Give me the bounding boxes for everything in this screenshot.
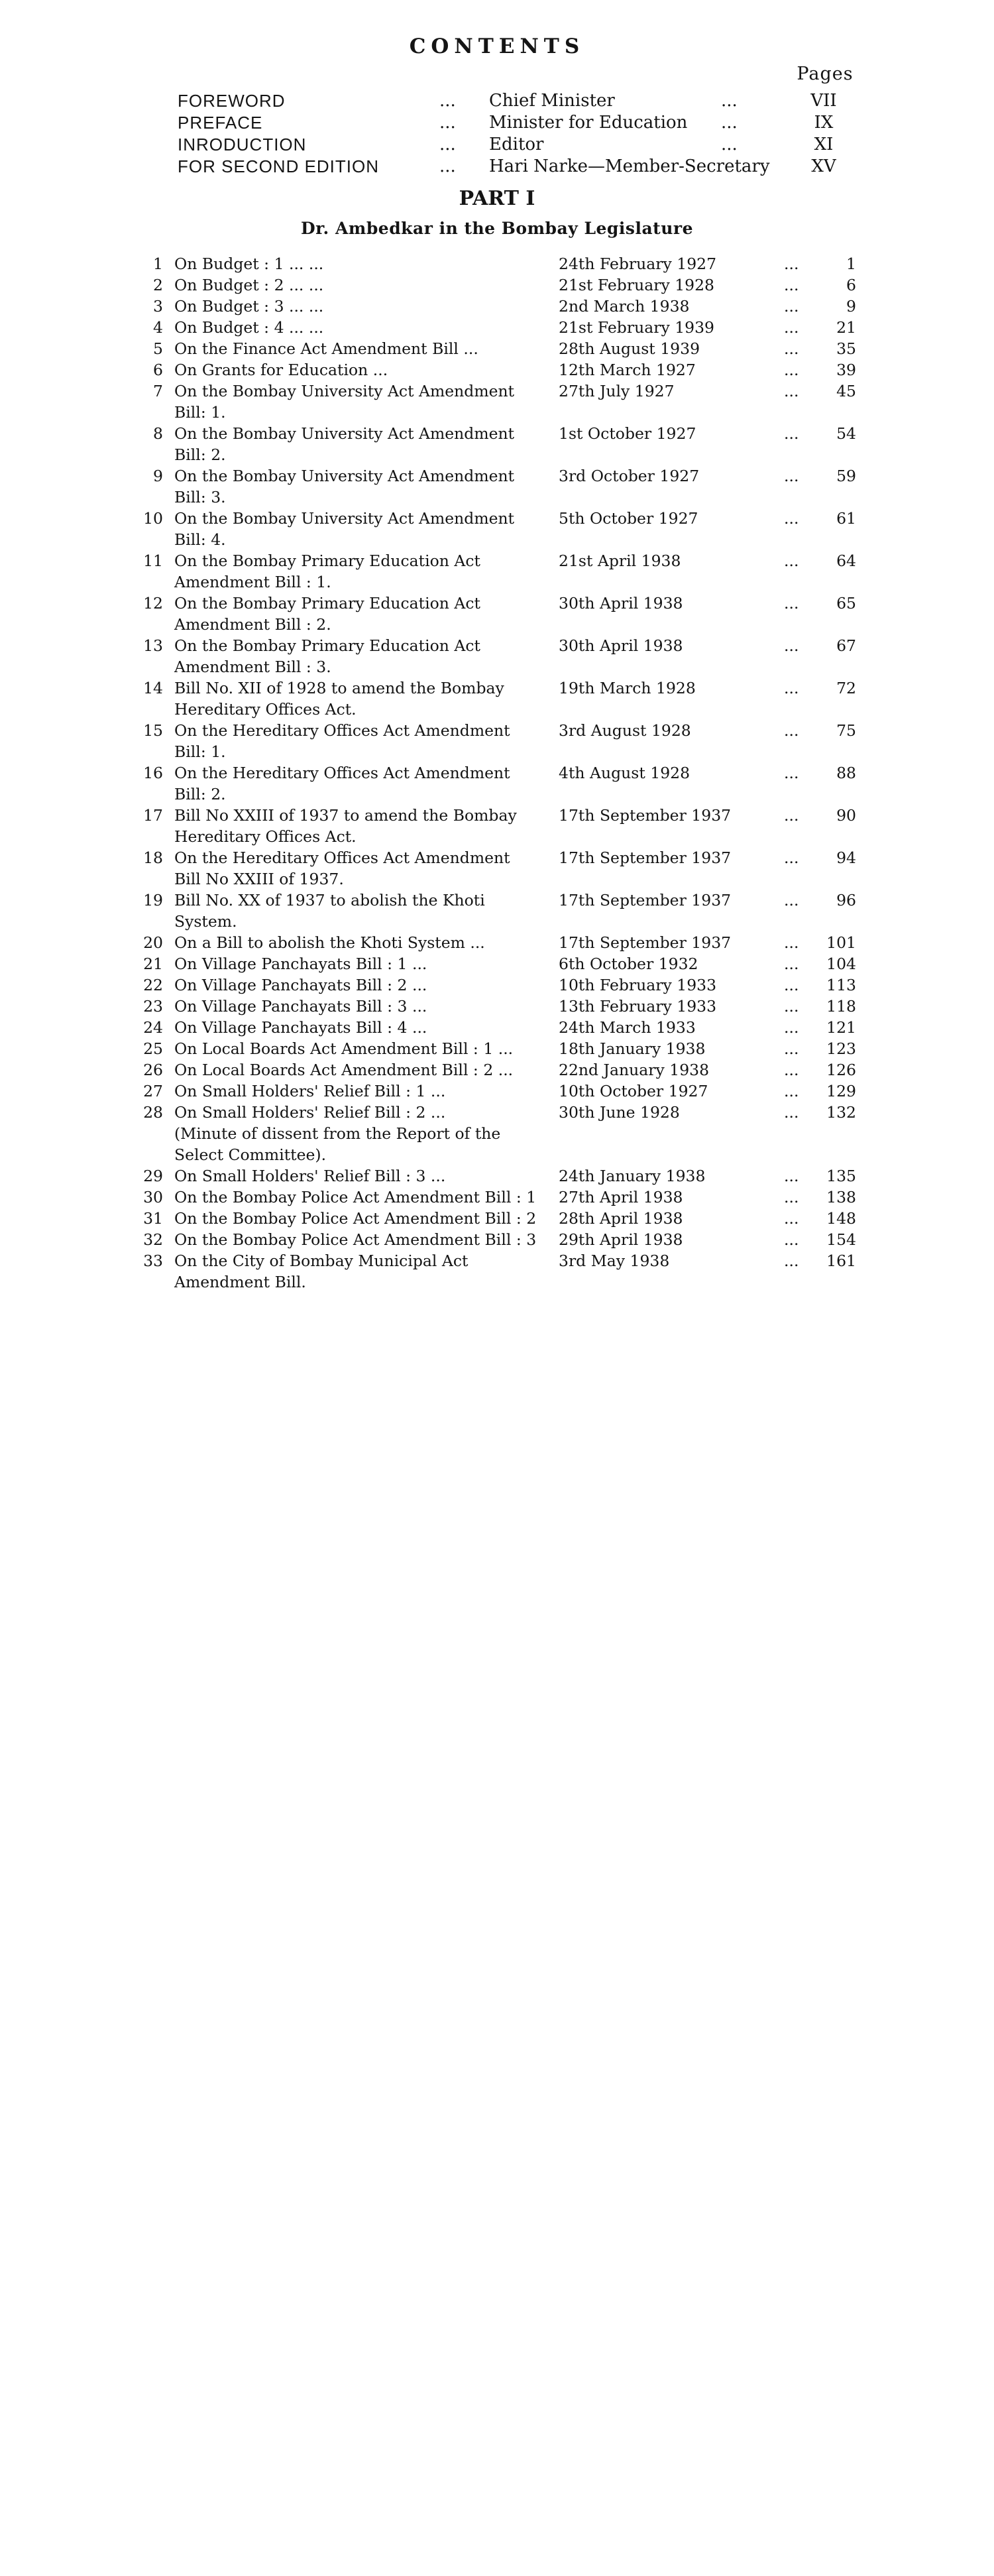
entry-title: On the City of Bombay Municipal Act Amendment Bill. [174, 1252, 469, 1291]
entry-number: 4 [153, 318, 163, 337]
entry-number: 2 [153, 276, 163, 294]
front-matter-author: Chief Minister [489, 91, 615, 111]
entry-date: 29th April 1938 [559, 1230, 683, 1249]
entry-number: 28 [143, 1103, 163, 1122]
entry-title: On Village Panchayats Bill : 2 ... [174, 976, 427, 994]
page-number: 88 [836, 764, 856, 782]
toc-entry [0, 805, 994, 847]
entry-title: On Local Boards Act Amendment Bill : 1 ... [174, 1039, 514, 1058]
entry-title: On the Bombay Primary Education Act Amendment Bill : 2. [174, 594, 480, 634]
entry-date: 10th October 1927 [559, 1082, 708, 1100]
leader-dots: ... [784, 806, 799, 825]
entry-number: 21 [143, 955, 163, 973]
entry-title: On Local Boards Act Amendment Bill : 2 ... [174, 1061, 514, 1079]
entry-number: 22 [143, 976, 163, 994]
toc-entry [0, 720, 994, 762]
entry-date: 28th August 1939 [559, 339, 700, 358]
entry-date: 17th September 1937 [559, 849, 732, 867]
part-subtitle: Dr. Ambedkar in the Bombay Legislature [301, 219, 693, 238]
entry-number: 18 [143, 849, 163, 867]
page-number: 121 [826, 1018, 856, 1037]
entry-number: 16 [143, 764, 163, 782]
toc-entry [0, 635, 994, 677]
page-title: CONTENTS [409, 34, 585, 58]
entry-date: 3rd August 1928 [559, 721, 691, 740]
page-number: 1 [846, 255, 856, 273]
entry-number: 17 [143, 806, 163, 825]
page-number: 21 [836, 318, 856, 337]
leader-dots: ... [784, 636, 799, 655]
front-matter-label: PREFACE [178, 113, 263, 133]
entry-title: On the Bombay University Act Amendment Bill: 4. [174, 509, 515, 549]
entry-number: 6 [153, 361, 163, 379]
page-number: 65 [836, 594, 856, 613]
entry-number: 9 [153, 467, 163, 485]
toc-entry [0, 274, 994, 296]
page-number: 94 [836, 849, 856, 867]
toc-entry [0, 423, 994, 465]
entry-date: 21st April 1938 [559, 552, 681, 570]
entry-title: On the Bombay University Act Amendment Bill: 3. [174, 467, 515, 506]
entry-title: Bill No. XII of 1928 to amend the Bombay Hereditary Offices Act. [174, 679, 504, 719]
leader-dots: ... [784, 1039, 799, 1058]
leader-dots: ... [784, 997, 799, 1016]
entry-date: 17th September 1937 [559, 891, 732, 909]
entry-date: 13th February 1933 [559, 997, 717, 1016]
leader-dots: ... [784, 276, 799, 294]
entry-title: On the Bombay Primary Education Act Amendment Bill : 1. [174, 552, 480, 591]
entry-date: 24th January 1938 [559, 1167, 706, 1185]
entry-date: 22nd January 1938 [559, 1061, 710, 1079]
entry-date: 12th March 1927 [559, 361, 696, 379]
toc-entry [0, 1017, 994, 1038]
toc-entry [0, 677, 994, 720]
entry-title: On a Bill to abolish the Khoti System ... [174, 933, 485, 952]
page-number: 9 [846, 297, 856, 316]
entry-title: On Budget : 2 ... ... [174, 276, 324, 294]
front-matter-author: Hari Narke—Member-Secretary [489, 156, 770, 176]
entry-date: 3rd May 1938 [559, 1252, 670, 1270]
page-number: 154 [826, 1230, 856, 1249]
entry-date: 21st February 1939 [559, 318, 715, 337]
toc-entry [0, 1229, 994, 1250]
leader-dots: ... [784, 318, 799, 337]
leader-dots: ... [784, 339, 799, 358]
entry-date: 24th March 1933 [559, 1018, 696, 1037]
entry-title: Bill No. XX of 1937 to abolish the Khoti System. [174, 891, 485, 931]
leader-dots: ... [784, 933, 799, 952]
entry-number: 24 [143, 1018, 163, 1037]
leader-dots: ... [784, 1252, 799, 1270]
toc-entry [0, 550, 994, 593]
page-number: XV [811, 156, 836, 176]
entry-number: 23 [143, 997, 163, 1016]
leader-dots: ... [784, 1188, 799, 1206]
toc-entry [0, 1102, 994, 1165]
page-number: 35 [836, 339, 856, 358]
toc-entry [0, 465, 994, 508]
leader-dots: ... [784, 1061, 799, 1079]
entry-number: 10 [143, 509, 163, 528]
entry-title: On the Bombay Police Act Amendment Bill : 1 [174, 1188, 537, 1206]
toc-list [0, 253, 994, 1293]
toc-entry [0, 974, 994, 996]
leader-dots: ... [784, 424, 799, 443]
leader-dots: ... [784, 955, 799, 973]
entry-number: 7 [153, 382, 163, 400]
entry-title: On the Hereditary Offices Act Amendment Bill: 2. [174, 764, 510, 803]
toc-entry [0, 953, 994, 974]
entry-number: 5 [153, 339, 163, 358]
leader-dots: ... [784, 1230, 799, 1249]
front-matter-label: FOR SECOND EDITION [178, 156, 380, 176]
page-number: 132 [826, 1103, 856, 1122]
entry-number: 13 [143, 636, 163, 655]
leader-dots: ... [784, 891, 799, 909]
front-matter-label: FOREWORD [178, 91, 286, 111]
entry-date: 3rd October 1927 [559, 467, 700, 485]
leader-dots: ... [784, 764, 799, 782]
entry-number: 3 [153, 297, 163, 316]
toc-entry [0, 1208, 994, 1229]
front-matter-author: Editor [489, 135, 544, 154]
entry-number: 31 [143, 1209, 163, 1228]
page-number: 126 [826, 1061, 856, 1079]
page-number: 54 [836, 424, 856, 443]
toc-entry [0, 890, 994, 932]
pages-column-header: Pages [797, 64, 854, 84]
leader-dots: ... [784, 255, 799, 273]
entry-number: 19 [143, 891, 163, 909]
page-number: 96 [836, 891, 856, 909]
entry-title: Bill No XXIII of 1937 to amend the Bombay Hereditary Offices Act. [174, 806, 517, 846]
entry-title: On Budget : 1 ... ... [174, 255, 324, 273]
leader-dots: ... [784, 297, 799, 316]
toc-entry [0, 762, 994, 805]
toc-entry [0, 338, 994, 359]
page-number: 113 [826, 976, 856, 994]
toc-entry [0, 296, 994, 317]
entry-date: 6th October 1932 [559, 955, 698, 973]
entry-title: On the Bombay Police Act Amendment Bill : 2 [174, 1209, 537, 1228]
leader-dots: ... [721, 135, 738, 154]
entry-date: 5th October 1927 [559, 509, 698, 528]
entry-title: On the Hereditary Offices Act Amendment Bill: 1. [174, 721, 510, 761]
entry-date: 10th February 1933 [559, 976, 717, 994]
page-number: 72 [836, 679, 856, 697]
part-title: PART I [459, 187, 535, 210]
leader-dots: ... [784, 721, 799, 740]
entry-date: 30th April 1938 [559, 594, 683, 613]
leader-dots: ... [784, 849, 799, 867]
entry-date: 28th April 1938 [559, 1209, 683, 1228]
leader-dots: ... [784, 1167, 799, 1185]
leader-dots: ... [784, 976, 799, 994]
entry-title: On the Finance Act Amendment Bill ... [174, 339, 478, 358]
entry-title: On Grants for Education ... [174, 361, 388, 379]
toc-entry [0, 847, 994, 890]
toc-entry [0, 996, 994, 1017]
leader-dots: ... [721, 91, 738, 111]
toc-entry [0, 1165, 994, 1187]
leader-dots: ... [784, 1209, 799, 1228]
entry-date: 30th June 1928 [559, 1103, 680, 1122]
leader-dots: ... [784, 382, 799, 400]
toc-entry [0, 381, 994, 423]
entry-date: 27th April 1938 [559, 1188, 683, 1206]
entry-number: 1 [153, 255, 163, 273]
toc-entry [0, 1059, 994, 1081]
entry-number: 20 [143, 933, 163, 952]
page-number: 90 [836, 806, 856, 825]
entry-number: 12 [143, 594, 163, 613]
page-number: 148 [826, 1209, 856, 1228]
page-number: 59 [836, 467, 856, 485]
toc-entry [0, 1038, 994, 1059]
toc-entry [0, 932, 994, 953]
entry-title: On Village Panchayats Bill : 4 ... [174, 1018, 427, 1037]
entry-number: 26 [143, 1061, 163, 1079]
entry-number: 27 [143, 1082, 163, 1100]
front-matter-author: Minister for Education [489, 113, 688, 133]
page-number: 39 [836, 361, 856, 379]
leader-dots: ... [439, 156, 456, 176]
page-number: 161 [826, 1252, 856, 1270]
page-number: 75 [836, 721, 856, 740]
page-number: 123 [826, 1039, 856, 1058]
page-number: 6 [846, 276, 856, 294]
entry-title: On Budget : 4 ... ... [174, 318, 324, 337]
entry-title: On the Hereditary Offices Act Amendment Bill No XXIII of 1937. [174, 849, 510, 888]
entry-title: On Village Panchayats Bill : 1 ... [174, 955, 427, 973]
entry-title: On Small Holders' Relief Bill : 2 ... (Minute of dissent from the Report of the Select Committee). [174, 1103, 501, 1164]
page-number: 104 [826, 955, 856, 973]
leader-dots: ... [439, 91, 456, 111]
page-number: VII [810, 91, 837, 111]
toc-entry [0, 508, 994, 550]
leader-dots: ... [784, 361, 799, 379]
entry-title: On Village Panchayats Bill : 3 ... [174, 997, 427, 1016]
toc-entry [0, 1187, 994, 1208]
toc-entry [0, 593, 994, 635]
toc-entry [0, 359, 994, 381]
leader-dots: ... [721, 113, 738, 133]
leader-dots: ... [784, 467, 799, 485]
page-number: 101 [826, 933, 856, 952]
entry-date: 21st February 1928 [559, 276, 715, 294]
page-number: XI [814, 135, 834, 154]
entry-number: 11 [143, 552, 163, 570]
leader-dots: ... [439, 113, 456, 133]
page-number: IX [814, 113, 834, 133]
entry-title: On Budget : 3 ... ... [174, 297, 324, 316]
entry-title: On the Bombay Primary Education Act Amendment Bill : 3. [174, 636, 480, 676]
leader-dots: ... [784, 552, 799, 570]
entry-date: 2nd March 1938 [559, 297, 690, 316]
toc-entry [0, 1250, 994, 1293]
page-number: 45 [836, 382, 856, 400]
entry-date: 19th March 1928 [559, 679, 696, 697]
page-number: 129 [826, 1082, 856, 1100]
leader-dots: ... [439, 135, 456, 154]
leader-dots: ... [784, 1018, 799, 1037]
entry-date: 4th August 1928 [559, 764, 690, 782]
leader-dots: ... [784, 509, 799, 528]
page-number: 61 [836, 509, 856, 528]
leader-dots: ... [784, 594, 799, 613]
entry-number: 33 [143, 1252, 163, 1270]
toc-entry [0, 317, 994, 338]
entry-date: 24th February 1927 [559, 255, 717, 273]
entry-title: On the Bombay University Act Amendment Bill: 1. [174, 382, 515, 422]
leader-dots: ... [784, 1082, 799, 1100]
page-number: 118 [826, 997, 856, 1016]
entry-date: 17th September 1937 [559, 806, 732, 825]
entry-date: 27th July 1927 [559, 382, 675, 400]
entry-number: 29 [143, 1167, 163, 1185]
leader-dots: ... [784, 679, 799, 697]
entry-title: On Small Holders' Relief Bill : 1 ... [174, 1082, 446, 1100]
entry-date: 18th January 1938 [559, 1039, 706, 1058]
page-number: 64 [836, 552, 856, 570]
front-matter-label: INRODUCTION [178, 135, 307, 154]
entry-title: On the Bombay Police Act Amendment Bill : 3 [174, 1230, 537, 1249]
entry-number: 8 [153, 424, 163, 443]
page-number: 138 [826, 1188, 856, 1206]
page-number: 135 [826, 1167, 856, 1185]
entry-date: 17th September 1937 [559, 933, 732, 952]
toc-entry [0, 253, 994, 274]
entry-number: 25 [143, 1039, 163, 1058]
entry-number: 14 [143, 679, 163, 697]
entry-number: 30 [143, 1188, 163, 1206]
entry-date: 30th April 1938 [559, 636, 683, 655]
entry-number: 15 [143, 721, 163, 740]
entry-title: On the Bombay University Act Amendment Bill: 2. [174, 424, 515, 464]
entry-date: 1st October 1927 [559, 424, 696, 443]
page-number: 67 [836, 636, 856, 655]
entry-title: On Small Holders' Relief Bill : 3 ... [174, 1167, 446, 1185]
leader-dots: ... [784, 1103, 799, 1122]
entry-number: 32 [143, 1230, 163, 1249]
toc-entry [0, 1081, 994, 1102]
